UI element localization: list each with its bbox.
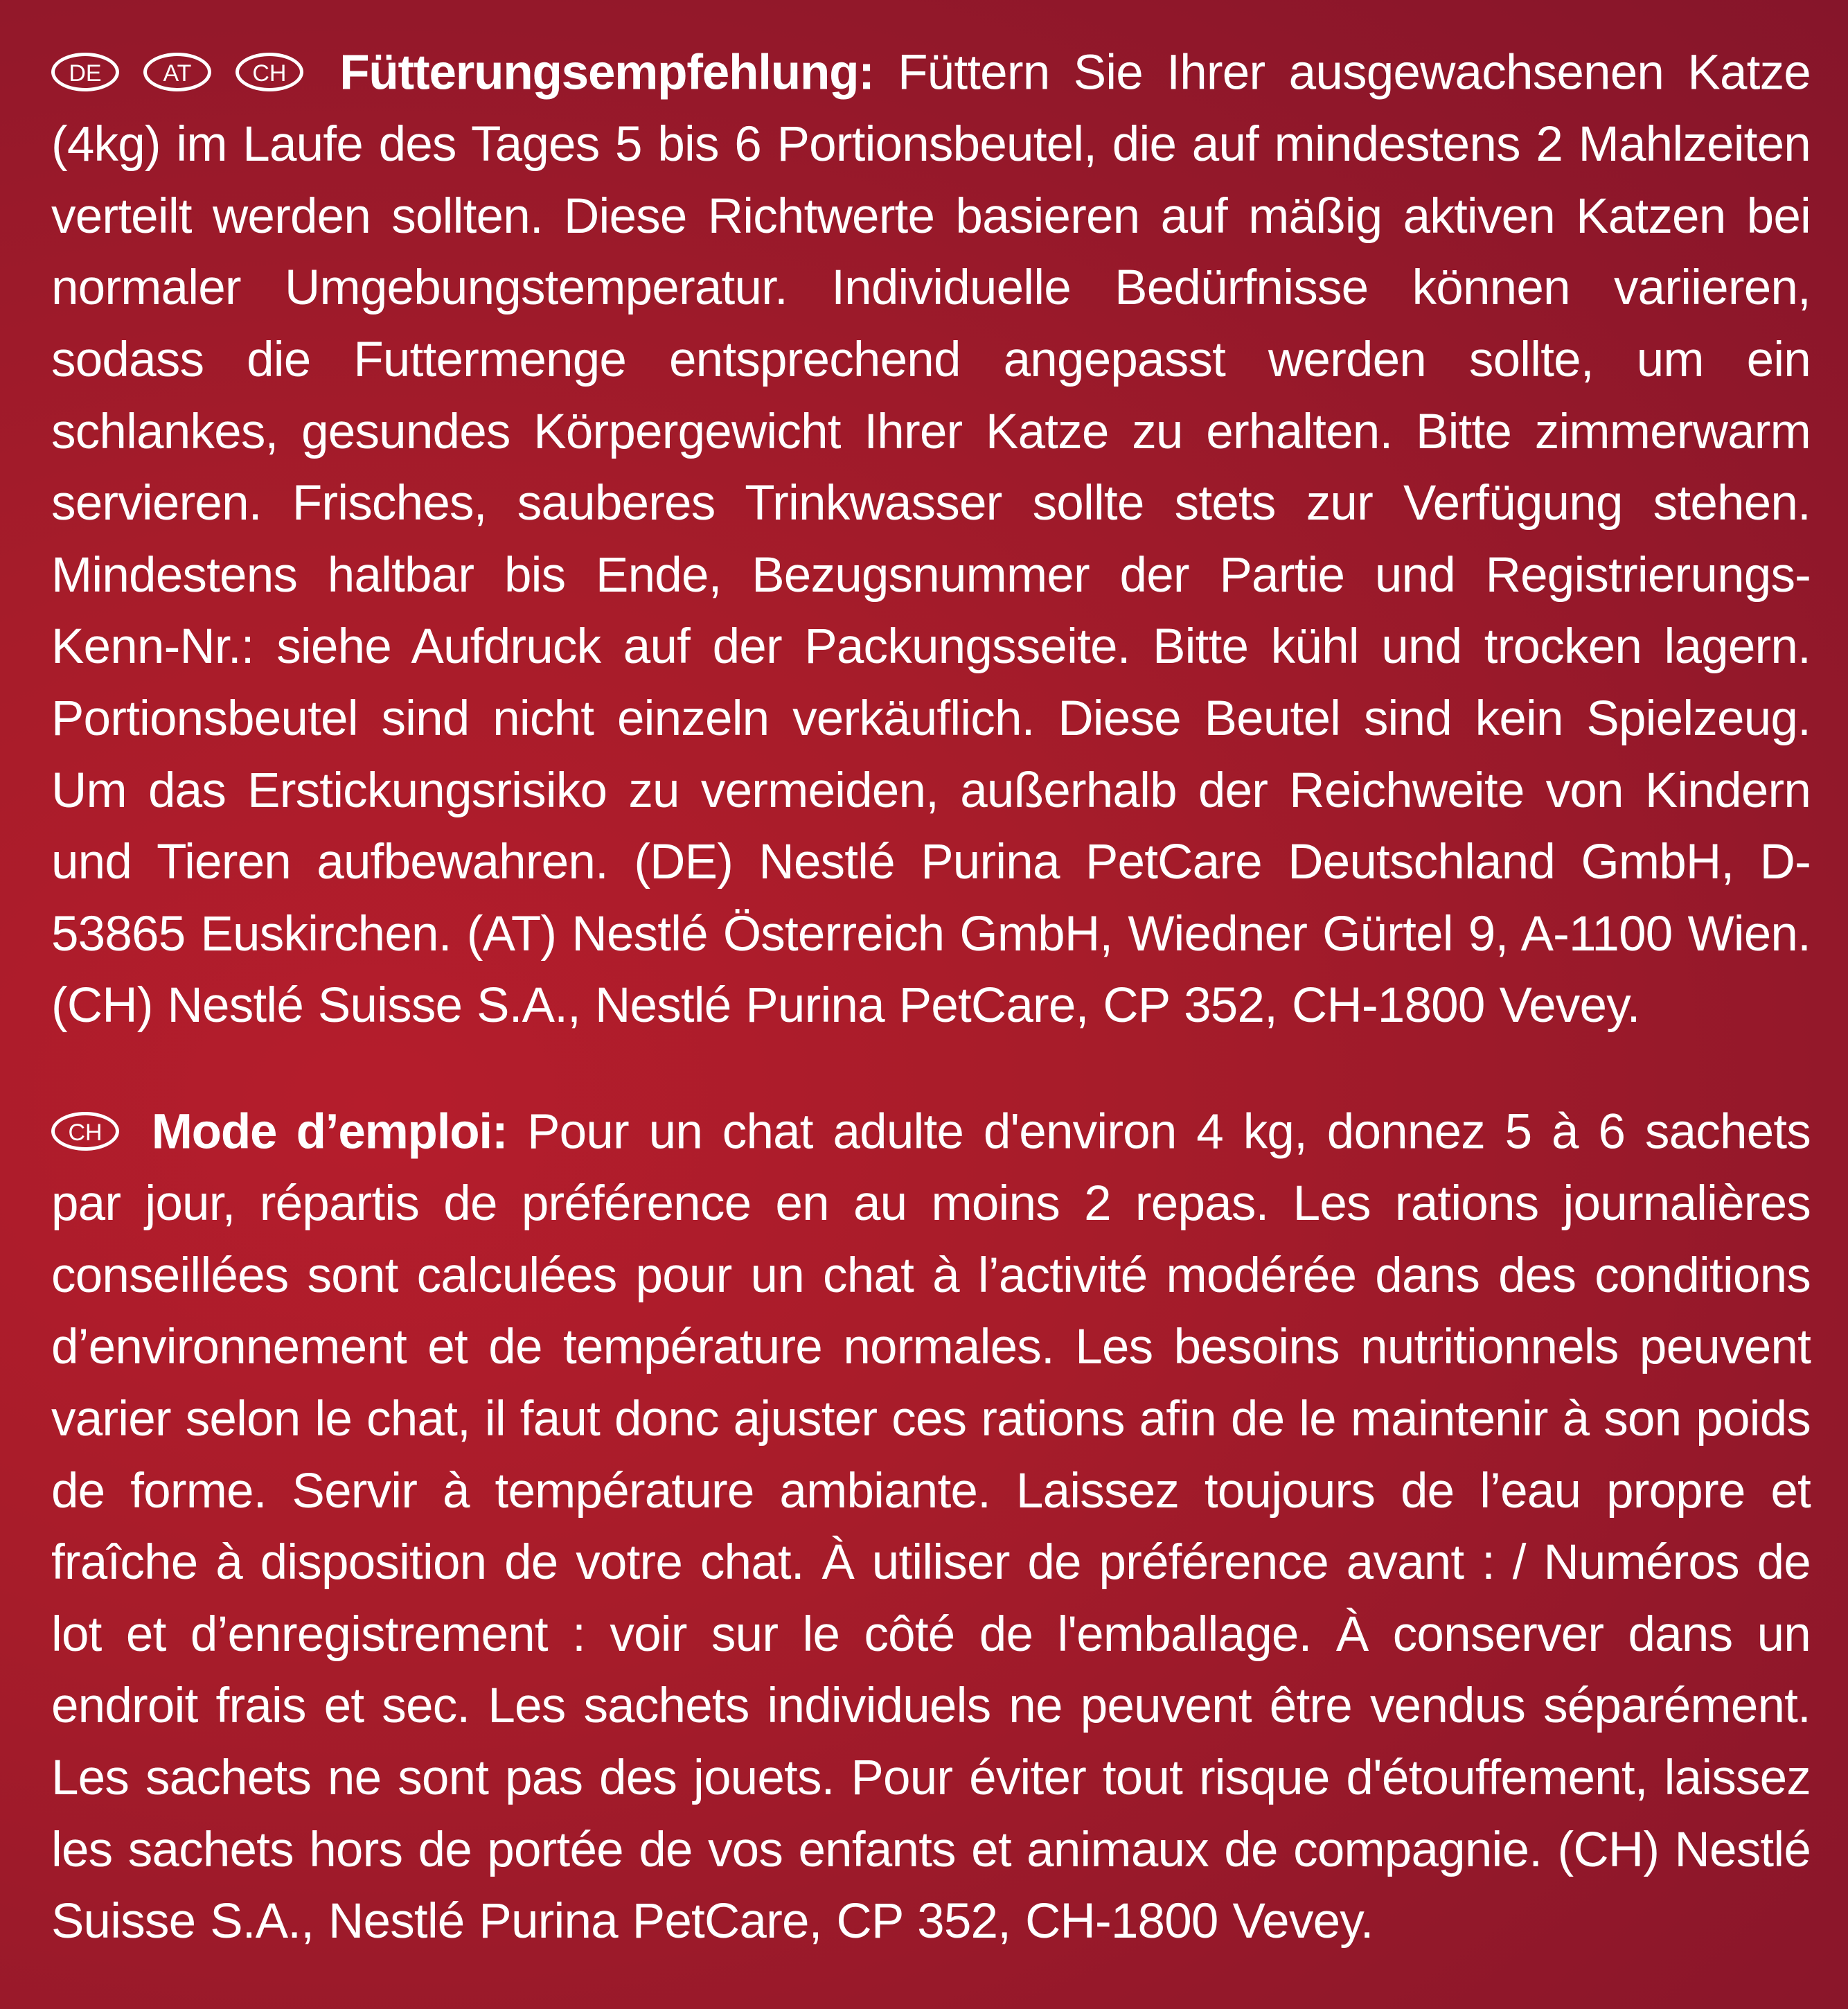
country-badge-de: DE xyxy=(51,53,119,91)
country-badge-ch: CH xyxy=(51,1112,119,1151)
french-country-badges xyxy=(51,1092,119,1165)
german-heading: Fütterungsempfehlung: xyxy=(339,45,874,100)
french-feeding-section xyxy=(51,1092,1811,1958)
french-heading: Mode d’emploi: xyxy=(151,1104,508,1160)
german-feeding-section xyxy=(51,33,1811,1042)
german-country-badges xyxy=(51,33,303,105)
country-badge-at: AT xyxy=(143,53,211,91)
german-body-text: Füttern Sie Ihrer ausgewachsenen Katze (4kg) im Laufe des Tages 5 bis 6 Portionsbeutel, die auf mindestens 2 Mahlzeiten verteilt werden sollten. Diese Richtwerte basieren auf mäßig aktiven Katzen bei normaler Umgebungstemperatur. Individuelle Bedürfnisse können variieren, sodass die Futtermenge entsprechend angepasst werden sollte, um ein schlankes, gesundes Körpergewicht Ihrer Katze zu erhalten. Bitte zimmerwarm servieren. Frisches, sauberes Trinkwasser sollte stets zur Verfügung stehen. Mindestens haltbar bis Ende, Bezugsnummer der Partie und Registrierungs-Kenn-Nr.: siehe Aufdruck auf der Packungsseite. Bitte kühl und trocken lagern. Portionsbeutel sind nicht einzeln verkäuflich. Diese Beutel sind kein Spielzeug. Um das Erstickungsrisiko zu vermeiden, außerhalb der Reichweite von Kindern und Tieren aufbewahren. (DE) Nestlé Purina PetCare Deutschland GmbH, D-53865 Euskirchen. (AT) Nestlé Österreich GmbH, Wiedner Gürtel 9, A-1100 Wien. (CH) Nestlé Suisse S.A., Nestlé Purina PetCare, CP 352, CH-1800 Vevey. xyxy=(51,45,1811,1034)
country-badge-ch: CH xyxy=(236,53,303,91)
french-body-text: Pour un chat adulte d'environ 4 kg, donnez 5 à 6 sachets par jour, répartis de préférence en au moins 2 repas. Les rations journalières conseillées sont calculées pour un chat à l’activité modérée dans des conditions d’environnement et de température normales. Les besoins nutritionnels peuvent varier selon le chat, il faut donc ajuster ces rations afin de le maintenir à son poids de forme. Servir à température ambiante. Laissez toujours de l’eau propre et fraîche à disposition de votre chat. À utiliser de préférence avant : / Numéros de lot et d’enregistrement : voir sur le côté de l'emballage. À conserver dans un endroit frais et sec. Les sachets individuels ne peuvent être vendus séparément. Les sachets ne sont pas des jouets. Pour éviter tout risque d'étouffement, laissez les sachets hors de portée de vos enfants et animaux de compagnie. (CH) Nestlé Suisse S.A., Nestlé Purina PetCare, CP 352, CH-1800 Vevey. xyxy=(51,1104,1811,1949)
